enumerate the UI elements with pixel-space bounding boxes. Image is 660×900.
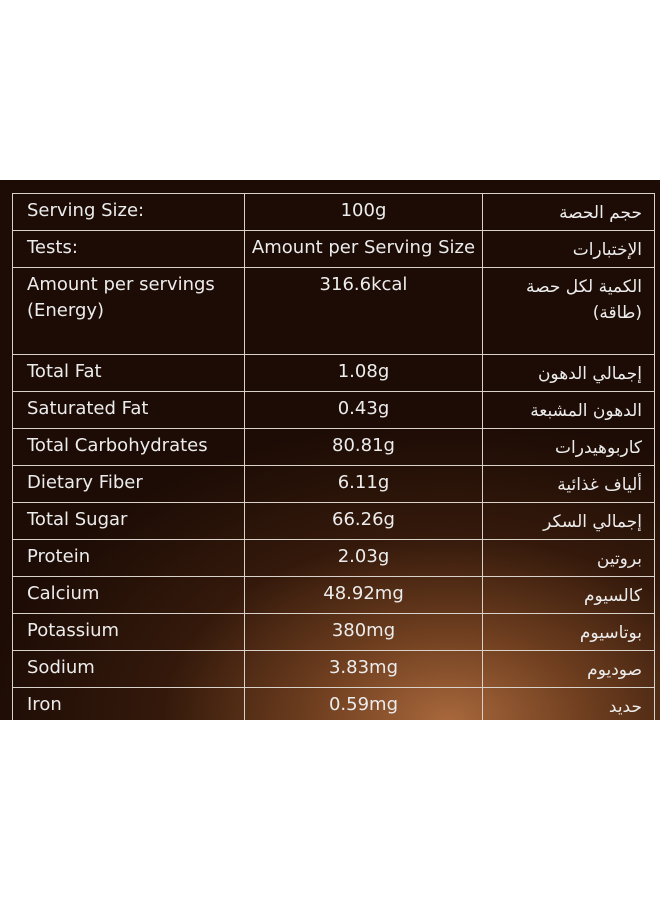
tests-label: Tests: xyxy=(13,231,245,268)
calcium-label: Calcium xyxy=(13,577,245,614)
energy-label xyxy=(13,268,245,355)
total-fat-label-arabic: إجمالي الدهون xyxy=(483,355,655,392)
energy-label-arabic-line2: (طاقة) xyxy=(592,303,642,323)
serving-size-label: Serving Size: xyxy=(13,194,245,231)
energy-label-line1: Amount per servings xyxy=(27,274,215,295)
dietary-fiber-label: Dietary Fiber xyxy=(13,466,245,503)
total-carbohydrates-value: 80.81g xyxy=(245,429,483,466)
sodium-value: 3.83mg xyxy=(245,651,483,688)
iron-label-arabic: حديد xyxy=(483,688,655,721)
protein-value: 2.03g xyxy=(245,540,483,577)
sodium-label: Sodium xyxy=(13,651,245,688)
dietary-fiber-row xyxy=(13,466,655,503)
potassium-label-arabic: بوتاسيوم xyxy=(483,614,655,651)
protein-label: Protein xyxy=(13,540,245,577)
energy-label-arabic-line1: الكمية لكل حصة xyxy=(526,277,642,297)
dietary-fiber-value: 6.11g xyxy=(245,466,483,503)
protein-row xyxy=(13,540,655,577)
tests-row xyxy=(13,231,655,268)
total-fat-row xyxy=(13,355,655,392)
saturated-fat-row xyxy=(13,392,655,429)
sodium-row xyxy=(13,651,655,688)
saturated-fat-label: Saturated Fat xyxy=(13,392,245,429)
dietary-fiber-label-arabic: ألياف غذائية xyxy=(483,466,655,503)
total-carbohydrates-row xyxy=(13,429,655,466)
potassium-label: Potassium xyxy=(13,614,245,651)
total-sugar-value: 66.26g xyxy=(245,503,483,540)
saturated-fat-label-arabic: الدهون المشبعة xyxy=(483,392,655,429)
tests-label-arabic: الإختبارات xyxy=(483,231,655,268)
energy-value: 316.6kcal xyxy=(245,268,483,355)
serving-size-value: 100g xyxy=(245,194,483,231)
calcium-value: 48.92mg xyxy=(245,577,483,614)
potassium-row xyxy=(13,614,655,651)
energy-label-line2: (Energy) xyxy=(27,300,105,321)
calcium-label-arabic: كالسيوم xyxy=(483,577,655,614)
total-fat-label: Total Fat xyxy=(13,355,245,392)
potassium-value: 380mg xyxy=(245,614,483,651)
total-carbohydrates-label-arabic: كاربوهيدرات xyxy=(483,429,655,466)
iron-value: 0.59mg xyxy=(245,688,483,721)
energy-row xyxy=(13,268,655,355)
total-sugar-label-arabic: إجمالي السكر xyxy=(483,503,655,540)
total-fat-value: 1.08g xyxy=(245,355,483,392)
serving-size-row xyxy=(13,194,655,231)
saturated-fat-value: 0.43g xyxy=(245,392,483,429)
tests-value: Amount per Serving Size xyxy=(245,231,483,268)
serving-size-label-arabic: حجم الحصة xyxy=(483,194,655,231)
iron-label: Iron xyxy=(13,688,245,721)
total-sugar-row xyxy=(13,503,655,540)
energy-label-arabic xyxy=(483,268,655,355)
nutrition-label-panel xyxy=(0,180,660,720)
protein-label-arabic: بروتين xyxy=(483,540,655,577)
total-carbohydrates-label: Total Carbohydrates xyxy=(13,429,245,466)
total-sugar-label: Total Sugar xyxy=(13,503,245,540)
iron-row xyxy=(13,688,655,721)
sodium-label-arabic: صوديوم xyxy=(483,651,655,688)
nutrition-facts-table xyxy=(12,193,655,720)
calcium-row xyxy=(13,577,655,614)
